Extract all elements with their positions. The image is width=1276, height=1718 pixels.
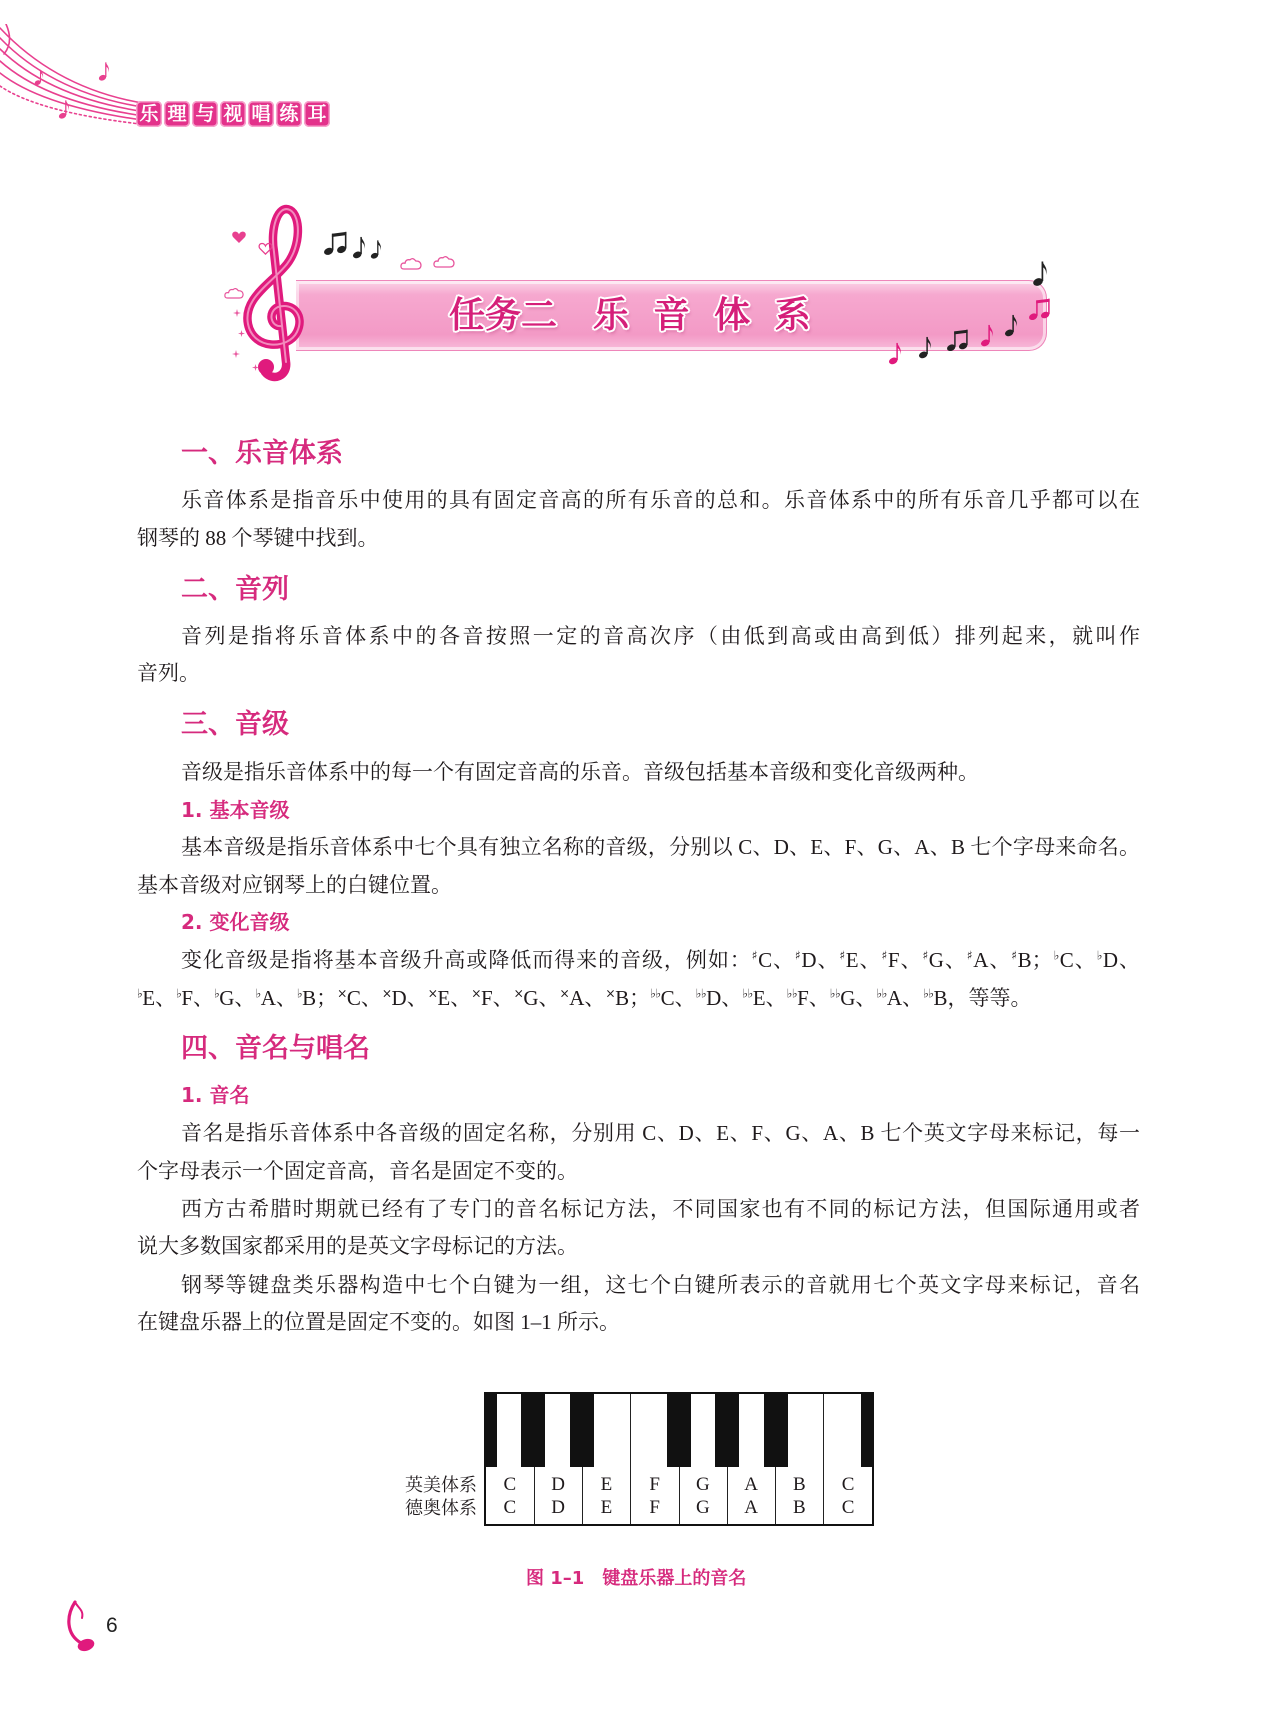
black-key	[764, 1392, 788, 1467]
german-note-name: E	[600, 1497, 613, 1518]
accidental-mark: ♭♭	[650, 986, 661, 1001]
accidental-mark: ♭	[176, 986, 182, 1001]
page-note-icon	[62, 1600, 98, 1654]
paragraph-line: 个字母表示一个固定音高，音名是固定不变的。	[137, 1159, 578, 1183]
black-key	[521, 1392, 545, 1467]
section-heading: 一、乐音体系	[181, 438, 343, 469]
task-banner-title: 任务二 乐 音 体 系	[449, 295, 811, 336]
accidental-mark: ♭♭	[786, 986, 798, 1001]
paragraph-line: ♭E、♭F、♭G、♭A、♭B；×C、×D、×E、×F、×G、×A、×B；♭♭C、♭♭D、♭♭E、♭♭F、♭♭G、♭♭A、♭♭B，等等。	[137, 986, 1032, 1010]
accidental-mark: ♭	[255, 986, 261, 1001]
black-key	[715, 1392, 739, 1467]
cloud-icon	[224, 287, 244, 299]
accidental-mark: ♭♭	[695, 986, 707, 1001]
subsection-heading: 1. 基本音级	[181, 798, 290, 822]
accidental-mark: ♭	[1052, 948, 1060, 963]
german-note-name: D	[551, 1497, 565, 1518]
music-note-icon	[1028, 294, 1052, 324]
header-staff-swoosh-icon	[0, 24, 150, 134]
paragraph-line: 变化音级是指将基本音级升高或降低而得来的音级，例如：♯C、♯D、♯E、♯F、♯G、♯A、♯B；♭C、♭D、	[181, 948, 1141, 972]
black-key	[861, 1392, 874, 1467]
music-note-icon	[888, 340, 902, 366]
accidental-mark: ×	[471, 986, 481, 1001]
paragraph-line: 在键盘乐器上的位置是固定不变的。如图 1–1 所示。	[137, 1310, 620, 1334]
sparkle-icon	[252, 364, 259, 371]
accidental-mark: ×	[559, 986, 570, 1001]
music-note-icon	[946, 326, 970, 354]
sparkle-icon	[238, 330, 245, 337]
accidental-mark: ×	[513, 986, 524, 1001]
paragraph-line: 音名是指乐音体系中各音级的固定名称，分别用 C、D、E、F、G、A、B 七个英文字母来标记，每一	[181, 1121, 1140, 1145]
accidental-mark: ×	[381, 986, 392, 1001]
paragraph-line: 钢琴等键盘类乐器构造中七个白键为一组，这七个白键所表示的音就用七个英文字母来标记，音名	[181, 1273, 1140, 1297]
paragraph-line: 音级是指乐音体系中的每一个有固定音高的乐音。音级包括基本音级和变化音级两种。	[181, 760, 979, 784]
accidental-mark: ♯	[881, 948, 888, 963]
music-note-icon	[980, 322, 994, 348]
accidental-mark: ♭♭	[923, 986, 934, 1001]
german-note-name: G	[696, 1497, 710, 1518]
music-note-icon	[352, 234, 366, 260]
figure-caption: 图 1–1 键盘乐器上的音名	[526, 1568, 747, 1589]
accidental-mark: ♯	[751, 948, 759, 963]
cloud-icon	[400, 257, 422, 270]
music-note-icon	[1032, 258, 1048, 288]
sparkle-icon	[233, 309, 241, 317]
accidental-mark: ×	[337, 986, 347, 1001]
accidental-mark: ♭	[137, 986, 143, 1001]
series-title	[136, 101, 332, 127]
row-label-english-system: 英美体系	[405, 1475, 477, 1495]
english-note-name: A	[744, 1474, 758, 1495]
sparkle-icon	[232, 350, 240, 358]
black-key	[484, 1392, 497, 1467]
paragraph-line: 钢琴的 88 个琴键中找到。	[137, 526, 379, 550]
paragraph-line: 说大多数国家都采用的是英文字母标记的方法。	[137, 1234, 578, 1258]
accidental-mark: ♭♭	[742, 986, 753, 1001]
paragraph-line: 基本音级对应钢琴上的白键位置。	[137, 873, 452, 897]
accidental-mark: ×	[427, 986, 438, 1001]
section-heading: 三、音级	[181, 709, 289, 740]
paragraph-line: 西方古希腊时期就已经有了专门的音名标记方法，不同国家也有不同的标记方法，但国际通用或者	[181, 1197, 1140, 1221]
accidental-mark: ♯	[795, 948, 802, 963]
english-note-name: C	[503, 1474, 517, 1495]
series-title-char: 练	[276, 101, 302, 127]
paragraph-line: 基本音级是指乐音体系中七个具有独立名称的音级，分别以 C、D、E、F、G、A、B 七个字母来命名。	[181, 835, 1140, 859]
accidental-mark: ♭	[214, 986, 220, 1001]
german-note-name: C	[503, 1497, 517, 1518]
black-key	[570, 1392, 594, 1467]
music-note-icon	[918, 334, 932, 360]
accidental-mark: ♭♭	[829, 986, 841, 1001]
german-note-name: B	[793, 1497, 806, 1518]
series-title-char: 乐	[136, 101, 162, 127]
english-note-name: C	[841, 1474, 855, 1495]
series-title-char: 唱	[248, 101, 274, 127]
section-heading: 二、音列	[181, 574, 289, 605]
heart-outline-icon	[258, 241, 273, 256]
accidental-mark: ×	[605, 986, 616, 1001]
english-note-name: D	[551, 1474, 565, 1495]
series-title-char: 与	[192, 101, 218, 127]
accidental-mark: ♯	[966, 948, 974, 963]
accidental-mark: ♯	[1011, 948, 1018, 963]
series-title-char: 视	[220, 101, 246, 127]
music-note-icon	[1004, 312, 1018, 338]
music-note-icon	[370, 238, 382, 260]
black-key	[667, 1392, 691, 1467]
german-note-name: F	[649, 1497, 660, 1518]
accidental-mark: ♭	[296, 986, 303, 1001]
row-label-german-system: 德奥体系	[405, 1498, 477, 1518]
series-title-char: 理	[164, 101, 190, 127]
subsection-heading: 2. 变化音级	[181, 910, 290, 934]
german-note-name: A	[744, 1497, 758, 1518]
paragraph-line: 音列。	[137, 661, 200, 685]
page-number: 6	[106, 1614, 118, 1637]
english-note-name: E	[600, 1474, 613, 1495]
accidental-mark: ♯	[839, 948, 846, 963]
german-note-name: C	[841, 1497, 855, 1518]
english-note-name: F	[649, 1474, 660, 1495]
section-heading: 四、音名与唱名	[181, 1033, 370, 1064]
series-title-char: 耳	[304, 101, 330, 127]
english-note-name: G	[696, 1474, 710, 1495]
english-note-name: B	[793, 1474, 806, 1495]
music-note-icon	[323, 228, 349, 258]
piano-keyboard-figure	[484, 1392, 874, 1526]
paragraph-line: 乐音体系是指音乐中使用的具有固定音高的所有乐音的总和。乐音体系中的所有乐音几乎都可以在	[181, 488, 1140, 512]
cloud-icon	[433, 255, 455, 268]
accidental-mark: ♭	[1096, 948, 1103, 963]
paragraph-line: 音列是指将乐音体系中的各音按照一定的音高次序（由低到高或由高到低）排列起来，就叫作	[181, 624, 1140, 648]
subsection-heading: 1. 音名	[181, 1083, 250, 1107]
heart-icon	[231, 229, 247, 245]
accidental-mark: ♭♭	[876, 986, 887, 1001]
accidental-mark: ♯	[922, 948, 929, 963]
